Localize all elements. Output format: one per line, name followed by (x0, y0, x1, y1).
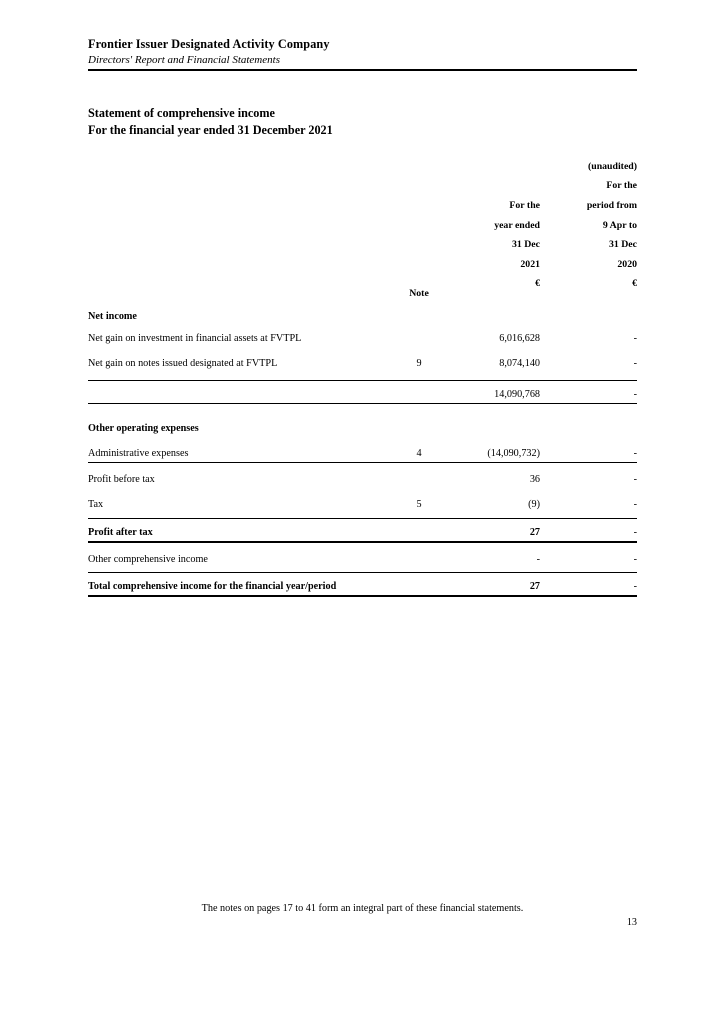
subtotal-row-net-income (88, 380, 637, 403)
section-heading-other-operating-row (88, 408, 637, 437)
row-label-other-comprehensive-income: Other comprehensive income (88, 553, 208, 565)
row-prior-net-gain-investment: - (633, 333, 637, 345)
comprehensive-income-table (88, 152, 637, 597)
row-note-net-gain-notes: 9 (416, 358, 422, 370)
column-header-prior-period (540, 152, 637, 299)
row-current-profit-before-tax: 36 (445, 463, 540, 489)
row-note-other-comprehensive-income (393, 542, 445, 568)
other-operating-heading-prior (540, 408, 637, 437)
table-row (88, 542, 637, 568)
net-income-heading-note (393, 299, 445, 322)
row-current-net-gain-investment: 6,016,628 (499, 333, 540, 345)
row-prior-tax: - (633, 499, 637, 511)
statement-title-line2: For the financial year ended 31 December 2021 (88, 122, 333, 137)
page-number: 13 (626, 917, 637, 928)
prior-unaudited-label: (unaudited) (588, 160, 637, 172)
footnote-text: The notes on pages 17 to 41 form an integral part of these financial statements. (201, 903, 524, 914)
row-label-net-gain-investment: Net gain on investment in financial assets at FVTPL (88, 333, 302, 345)
row-label-total-comprehensive-income: Total comprehensive income for the financial year/period (88, 572, 393, 596)
row-prior-total-comprehensive-income: - (540, 572, 637, 596)
document-header (88, 36, 637, 68)
column-header-note: Note (409, 288, 429, 300)
row-current-profit-after-tax: 27 (445, 518, 540, 542)
table-row (88, 347, 637, 372)
total-row-total-comprehensive-income (88, 572, 637, 596)
subtotal-note-net-income (393, 380, 445, 403)
row-note-profit-after-tax (393, 518, 445, 542)
subtotal-prior-net-income: - (540, 380, 637, 403)
prior-line2: period from (586, 199, 637, 211)
table-header-row (88, 152, 637, 299)
row-prior-other-comprehensive-income: - (633, 553, 637, 565)
document-subtitle: Directors' Report and Financial Statements (88, 54, 280, 67)
row-current-administrative-expenses: (14,090,732) (487, 447, 540, 459)
spacer-row (88, 373, 637, 381)
prior-line3: 9 Apr to (602, 219, 637, 231)
row-prior-profit-before-tax: - (540, 463, 637, 489)
row-current-other-comprehensive-income: - (536, 553, 540, 565)
prior-line1: For the (606, 180, 637, 192)
row-current-net-gain-notes: 8,074,140 (499, 358, 540, 370)
row-label-administrative-expenses: Administrative expenses (88, 447, 189, 459)
prior-line4: 31 Dec (608, 239, 637, 251)
net-income-heading-current (445, 299, 540, 322)
row-current-total-comprehensive-income: 27 (445, 572, 540, 596)
spacer-cell (393, 373, 445, 381)
company-name: Frontier Issuer Designated Activity Company (88, 37, 330, 51)
prior-line5: 2020 (617, 258, 637, 270)
prior-currency-symbol: € (632, 278, 637, 290)
table-row (88, 437, 637, 463)
current-line4: 2021 (520, 258, 540, 270)
header-spacer (88, 152, 393, 299)
spacer-cell (540, 373, 637, 381)
other-operating-heading-current (445, 408, 540, 437)
row-prior-profit-after-tax: - (540, 518, 637, 542)
table-row (88, 488, 637, 513)
row-note-total-comprehensive-income (393, 572, 445, 596)
row-note-net-gain-investment (393, 322, 445, 347)
total-row-profit-after-tax (88, 518, 637, 542)
row-note-tax: 5 (416, 499, 422, 511)
table-row-profit-before-tax (88, 463, 637, 489)
spacer-cell (445, 373, 540, 381)
spacer-cell (88, 373, 393, 381)
row-prior-administrative-expenses: - (633, 447, 637, 459)
row-label-tax: Tax (88, 499, 104, 511)
current-line3: 31 Dec (511, 239, 540, 251)
section-heading-other-operating-expenses: Other operating expenses (88, 422, 199, 434)
current-currency-symbol: € (535, 278, 540, 290)
section-heading-net-income-row (88, 299, 637, 322)
other-operating-heading-note (393, 408, 445, 437)
column-header-current-year (445, 152, 540, 299)
current-line2: year ended (494, 219, 540, 231)
row-note-profit-before-tax (393, 463, 445, 489)
row-label-profit-before-tax: Profit before tax (88, 463, 393, 489)
table-row (88, 322, 637, 347)
subtotal-current-net-income: 14,090,768 (445, 380, 540, 403)
row-label-net-gain-notes: Net gain on notes issued designated at FVTPL (88, 358, 278, 370)
row-prior-net-gain-notes: - (633, 358, 637, 370)
page-title (88, 105, 637, 139)
section-heading-net-income: Net income (88, 310, 137, 322)
row-label-profit-after-tax: Profit after tax (88, 518, 393, 542)
current-line1: For the (509, 199, 540, 211)
statement-title-line1: Statement of comprehensive income (88, 106, 275, 120)
net-income-heading-prior (540, 299, 637, 322)
header-divider (88, 69, 637, 71)
row-note-administrative-expenses: 4 (416, 447, 422, 459)
row-current-tax: (9) (528, 499, 540, 511)
subtotal-label-net-income (88, 380, 393, 403)
